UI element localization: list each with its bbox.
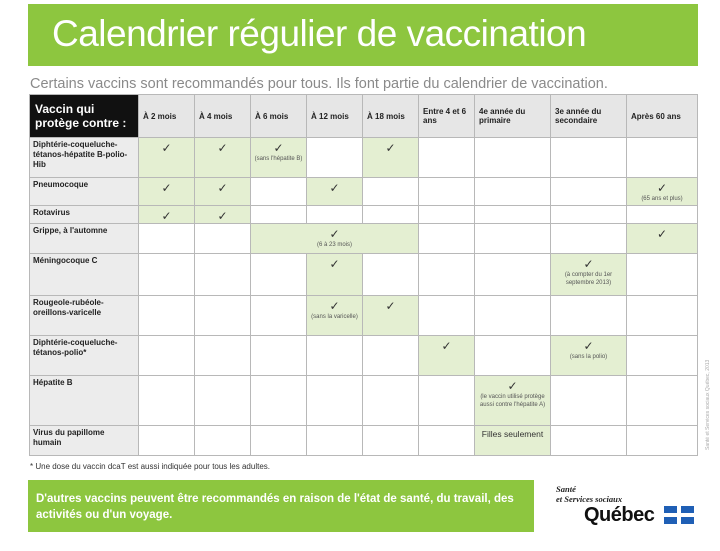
column-header: Entre 4 et 6 ans xyxy=(419,95,475,138)
schedule-cell xyxy=(307,336,363,376)
checkmark-icon: ✓ xyxy=(329,257,340,271)
schedule-cell xyxy=(627,426,698,456)
checkmark-icon: ✓ xyxy=(161,181,172,195)
cell-note: (sans la polio) xyxy=(569,354,608,360)
schedule-cell xyxy=(251,254,307,296)
schedule-cell xyxy=(363,336,419,376)
schedule-cell xyxy=(307,376,363,426)
checkmark-icon: ✓ xyxy=(273,141,284,155)
column-header: À 6 mois xyxy=(251,95,307,138)
schedule-cell xyxy=(475,206,551,224)
schedule-cell xyxy=(307,206,363,224)
checkmark-icon: ✓ xyxy=(507,379,518,393)
cell-note: (sans l'hépatite B) xyxy=(254,156,303,162)
schedule-cell xyxy=(419,138,475,178)
vaccine-label: Diphtérie-coqueluche-tétanos-hépatite B-polio-Hib xyxy=(30,138,139,178)
schedule-cell xyxy=(475,376,551,426)
schedule-cell xyxy=(139,178,195,206)
table-row xyxy=(30,138,698,178)
table-row xyxy=(30,178,698,206)
schedule-cell xyxy=(551,296,627,336)
schedule-cell xyxy=(419,296,475,336)
schedule-cell xyxy=(251,376,307,426)
schedule-cell xyxy=(419,336,475,376)
vaccine-label: Grippe, à l'automne xyxy=(30,224,139,254)
schedule-cell xyxy=(251,336,307,376)
corner-header: Vaccin qui protège contre : xyxy=(30,95,139,138)
logo-line-2: et Services sociaux xyxy=(556,494,623,504)
checkmark-icon: ✓ xyxy=(161,141,172,155)
checkmark-icon: ✓ xyxy=(441,339,452,353)
column-header: 3e année du secondaire xyxy=(551,95,627,138)
schedule-cell xyxy=(363,254,419,296)
checkmark-icon: ✓ xyxy=(217,181,228,195)
schedule-cell xyxy=(307,138,363,178)
checkmark-icon: ✓ xyxy=(583,339,594,353)
cell-text: Filles seulement xyxy=(481,429,544,439)
table-row xyxy=(30,336,698,376)
column-header: À 4 mois xyxy=(195,95,251,138)
schedule-cell xyxy=(307,178,363,206)
column-header: 4e année du primaire xyxy=(475,95,551,138)
column-header: Après 60 ans xyxy=(627,95,698,138)
schedule-cell xyxy=(475,138,551,178)
checkmark-icon: ✓ xyxy=(656,227,668,241)
schedule-cell xyxy=(551,376,627,426)
page-title: Calendrier régulier de vaccination xyxy=(52,13,587,54)
schedule-cell xyxy=(475,426,551,456)
schedule-cell xyxy=(363,296,419,336)
schedule-cell xyxy=(363,138,419,178)
schedule-cell xyxy=(627,206,698,224)
schedule-cell xyxy=(363,206,419,224)
schedule-cell xyxy=(251,224,419,254)
schedule-cell xyxy=(551,224,627,254)
checkmark-icon: ✓ xyxy=(385,299,396,313)
schedule-cell xyxy=(627,138,698,178)
column-header: À 2 mois xyxy=(139,95,195,138)
cell-note: (sans la varicelle) xyxy=(311,314,358,320)
schedule-cell xyxy=(139,206,195,224)
quebec-logo xyxy=(556,484,701,530)
schedule-cell xyxy=(419,376,475,426)
schedule-cell xyxy=(139,426,195,456)
vaccine-label: Diphtérie-coqueluche-tétanos-polio* xyxy=(30,336,139,376)
checkmark-icon: ✓ xyxy=(385,141,396,155)
schedule-cell xyxy=(419,206,475,224)
schedule-cell xyxy=(139,138,195,178)
schedule-cell xyxy=(475,178,551,206)
schedule-cell xyxy=(195,296,251,336)
schedule-cell xyxy=(627,376,698,426)
table-body xyxy=(30,138,698,456)
vaccine-label: Hépatite B xyxy=(30,376,139,426)
schedule-cell xyxy=(139,296,195,336)
schedule-cell xyxy=(363,376,419,426)
vaccination-schedule-table xyxy=(29,94,698,456)
schedule-cell xyxy=(475,296,551,336)
schedule-cell xyxy=(627,254,698,296)
schedule-cell xyxy=(195,376,251,426)
schedule-cell xyxy=(195,254,251,296)
table-row xyxy=(30,296,698,336)
checkmark-icon: ✓ xyxy=(217,209,228,223)
table-row xyxy=(30,426,698,456)
schedule-cell xyxy=(307,296,363,336)
schedule-cell xyxy=(475,336,551,376)
schedule-cell xyxy=(551,206,627,224)
schedule-cell xyxy=(251,206,307,224)
schedule-cell xyxy=(139,376,195,426)
schedule-cell xyxy=(363,178,419,206)
cell-note: (à compter du 1er septembre 2013) xyxy=(564,272,613,286)
page-subtitle: Certains vaccins sont recommandés pour tous. Ils font partie du calendrier de vaccination. xyxy=(30,76,608,92)
schedule-cell xyxy=(627,296,698,336)
schedule-cell xyxy=(551,254,627,296)
checkmark-icon: ✓ xyxy=(329,299,340,313)
table-row xyxy=(30,254,698,296)
schedule-cell xyxy=(139,336,195,376)
table-row xyxy=(30,224,698,254)
schedule-cell xyxy=(251,426,307,456)
schedule-cell xyxy=(627,224,698,254)
checkmark-icon: ✓ xyxy=(329,227,340,241)
table-row xyxy=(30,206,698,224)
schedule-cell xyxy=(195,336,251,376)
schedule-cell xyxy=(419,178,475,206)
checkmark-icon: ✓ xyxy=(217,141,228,155)
vaccine-label: Virus du papillome humain xyxy=(30,426,139,456)
cell-note: (6 à 23 mois) xyxy=(316,242,352,248)
schedule-cell xyxy=(627,336,698,376)
column-header: À 18 mois xyxy=(363,95,419,138)
schedule-cell xyxy=(419,426,475,456)
schedule-cell xyxy=(251,296,307,336)
checkmark-icon: ✓ xyxy=(161,209,172,223)
column-header: À 12 mois xyxy=(307,95,363,138)
schedule-cell xyxy=(195,138,251,178)
table-row xyxy=(30,376,698,426)
schedule-cell xyxy=(307,254,363,296)
schedule-cell xyxy=(419,254,475,296)
table-header-row xyxy=(30,95,698,138)
schedule-cell xyxy=(251,178,307,206)
vaccine-label: Rougeole-rubéole-oreillons-varicelle xyxy=(30,296,139,336)
schedule-cell xyxy=(139,254,195,296)
fleurdelise-flag-icon xyxy=(664,506,694,524)
cell-note: (le vaccin utilisé protège aussi contre l'hépatite A) xyxy=(479,394,546,408)
schedule-cell xyxy=(195,178,251,206)
footer-message-box xyxy=(28,480,534,532)
schedule-cell xyxy=(251,138,307,178)
logo-line-1: Santé xyxy=(556,484,576,494)
schedule-cell xyxy=(551,426,627,456)
schedule-cell xyxy=(139,224,195,254)
checkmark-icon: ✓ xyxy=(583,257,594,271)
schedule-cell xyxy=(363,426,419,456)
footnote: * Une dose du vaccin dcaT est aussi indiquée pour tous les adultes. xyxy=(30,462,270,471)
logo-name: Québec xyxy=(584,504,655,526)
checkmark-icon: ✓ xyxy=(329,181,340,195)
schedule-cell xyxy=(627,178,698,206)
schedule-cell xyxy=(475,254,551,296)
schedule-cell xyxy=(551,178,627,206)
schedule-cell xyxy=(475,224,551,254)
footer-message: D'autres vaccins peuvent être recommandés en raison de l'état de santé, du travail, des activités ou d'un voyage. xyxy=(36,493,514,521)
schedule-cell xyxy=(551,336,627,376)
schedule-cell xyxy=(195,224,251,254)
schedule-cell xyxy=(195,206,251,224)
title-banner xyxy=(28,4,698,66)
side-credit-text: Santé et Services sociaux Québec, 2013 xyxy=(705,359,711,450)
side-credit xyxy=(705,120,713,460)
cell-note: (65 ans et plus) xyxy=(641,196,683,202)
checkmark-icon: ✓ xyxy=(656,181,668,195)
schedule-cell xyxy=(307,426,363,456)
vaccine-label: Rotavirus xyxy=(30,206,139,224)
schedule-cell xyxy=(419,224,475,254)
schedule-cell xyxy=(551,138,627,178)
vaccine-label: Méningocoque C xyxy=(30,254,139,296)
schedule-cell xyxy=(195,426,251,456)
vaccine-label: Pneumocoque xyxy=(30,178,139,206)
